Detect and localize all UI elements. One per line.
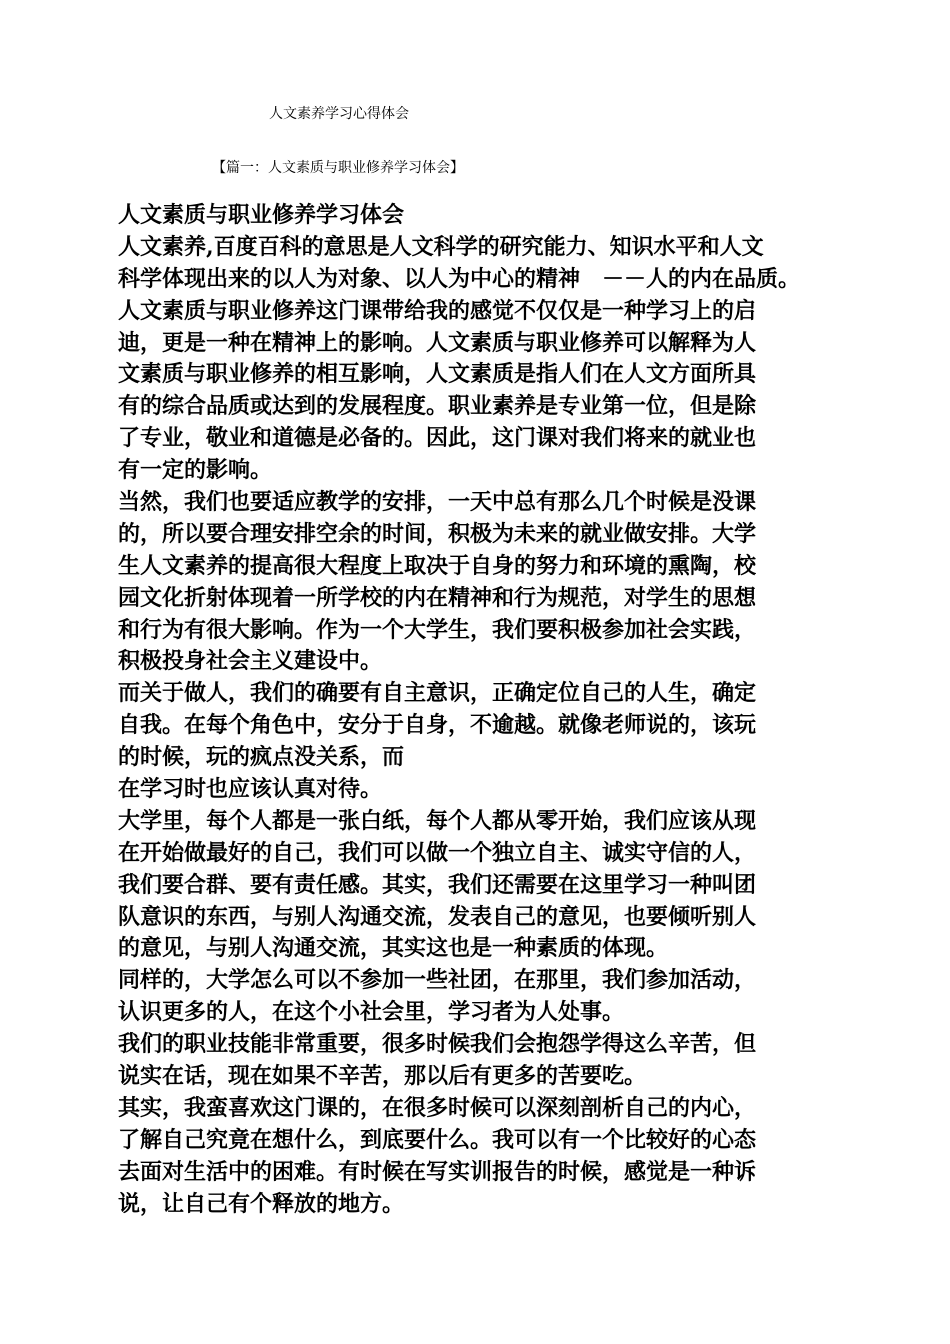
body-line: 去面对生活中的困难。有时候在写实训报告的时候，感觉是一种诉 [118,1158,757,1185]
body-line: 文素质与职业修养的相互影响，人文素质是指人们在人文方面所具 [118,361,757,388]
body-line: 生人文素养的提高很大程度上取决于自身的努力和环境的熏陶，校 [118,552,757,579]
document-subtitle: 【篇一：人文素质与职业修养学习体会】 [212,160,464,176]
body-line: 有一定的影响。 [118,457,273,484]
body-line: 园文化折射体现着一所学校的内在精神和行为规范，对学生的思想 [118,584,757,611]
body-line: 当然，我们也要适应教学的安排，一天中总有那么几个时候是没课 [118,489,757,516]
body-line: 认识更多的人，在这个小社会里，学习者为人处事。 [118,999,625,1026]
body-line: 说，让自己有个释放的地方。 [118,1190,405,1217]
body-line: 说实在话，现在如果不辛苦，那以后有更多的苦要吃。 [118,1063,647,1090]
section-heading: 人文素质与职业修养学习体会 [118,202,405,228]
body-line: 了解自己究竟在想什么，到底要什么。我可以有一个比较好的心态 [118,1126,757,1153]
body-line: 而关于做人，我们的确要有自主意识，正确定位自己的人生，确定 [118,680,757,707]
body-line: 积极投身社会主义建设中。 [118,648,383,675]
body-line: 和行为有很大影响。作为一个大学生，我们要积极参加社会实践， [118,616,757,643]
body-line: 科学体现出来的以人为对象、以人为中心的精神 －－人的内在品质。 [118,265,801,292]
body-line: 的，所以要合理安排空余的时间，积极为未来的就业做安排。大学 [118,520,757,547]
document-title: 人文素养学习心得体会 [269,106,409,122]
body-line: 队意识的东西，与别人沟通交流，发表自己的意见，也要倾听别人 [118,903,757,930]
body-line: 迪，更是一种在精神上的影响。人文素质与职业修养可以解释为人 [118,329,757,356]
body-line: 人文素养,百度百科的意思是人文科学的研究能力、知识水平和人文 [118,233,764,260]
body-line: 的意见，与别人沟通交流，其实这也是一种素质的体现。 [118,935,669,962]
body-line: 有的综合品质或达到的发展程度。职业素养是专业第一位，但是除 [118,393,757,420]
body-line: 同样的，大学怎么可以不参加一些社团，在那里，我们参加活动， [118,967,757,994]
body-line: 人文素质与职业修养这门课带给我的感觉不仅仅是一种学习上的启 [118,297,757,324]
body-line: 大学里，每个人都是一张白纸，每个人都从零开始，我们应该从现 [118,807,757,834]
body-line: 在开始做最好的自己，我们可以做一个独立自主、诚实守信的人， [118,839,757,866]
body-line: 我们要合群、要有责任感。其实，我们还需要在这里学习一种叫团 [118,871,757,898]
body-line: 的时候，玩的疯点没关系，而 [118,744,405,771]
body-line: 了专业，敬业和道德是必备的。因此，这门课对我们将来的就业也 [118,425,757,452]
document-body [118,200,858,1221]
body-line: 在学习时也应该认真对待。 [118,776,383,803]
body-line: 我们的职业技能非常重要，很多时候我们会抱怨学得这么辛苦，但 [118,1031,757,1058]
body-line: 自我。在每个角色中，安分于自身，不逾越。就像老师说的，该玩 [118,712,757,739]
body-line: 其实，我蛮喜欢这门课的，在很多时候可以深刻剖析自己的内心， [118,1094,757,1121]
